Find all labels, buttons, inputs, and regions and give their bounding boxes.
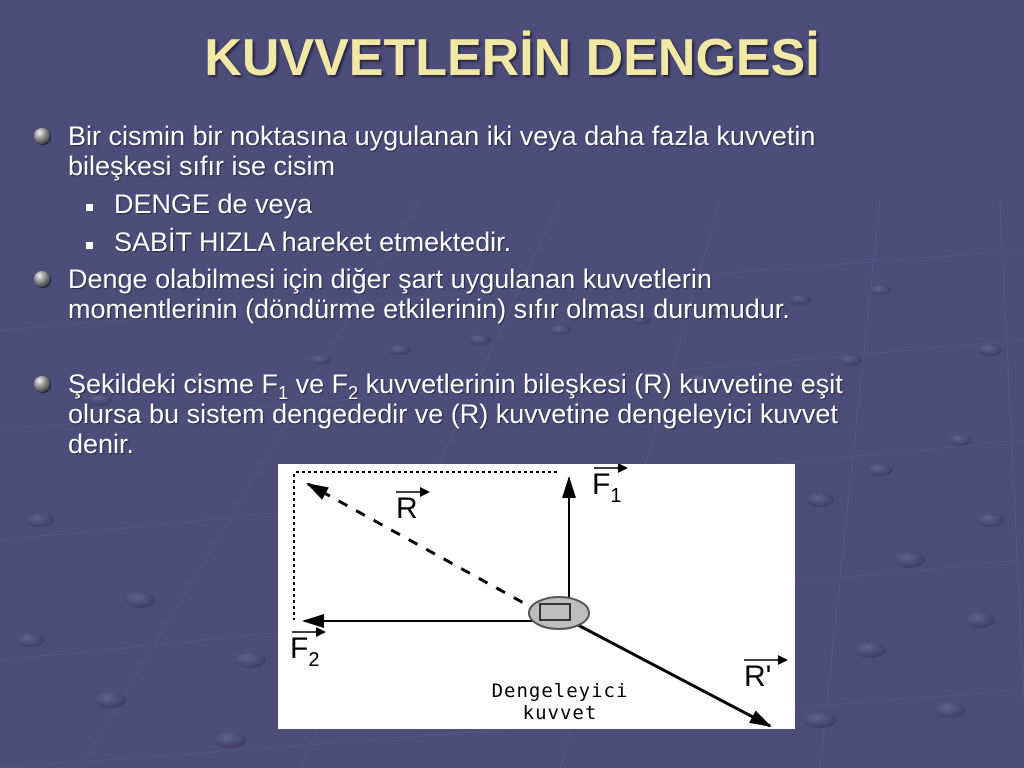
bullet-2-line-1: Denge olabilmesi için diğer şart uygulanan kuvvetlerin	[68, 264, 712, 294]
slide-title: KUVVETLERİN DENGESİ	[204, 29, 820, 87]
f1-label	[592, 468, 622, 507]
equilibrant-caption	[460, 680, 660, 724]
f2-letter: F	[290, 632, 309, 665]
bullet-3-sub-2: 2	[348, 383, 359, 403]
bullet-text-3	[68, 369, 843, 459]
bullet-3-part-3: kuvvetlerinin bileşkesi (R) kuvvetine eşit	[358, 369, 843, 399]
bullet-3-line-3: denir.	[68, 429, 135, 459]
r-prime-label: R'	[744, 660, 772, 693]
bullet-text-1	[68, 121, 815, 181]
caption-line-2: kuvvet	[522, 702, 598, 724]
square-bullet-icon	[86, 242, 93, 249]
force-diagram	[278, 464, 795, 729]
bullet-2-line-2: momentlerinin (döndürme etkilerinin) sıfır olması durumudur.	[68, 294, 790, 324]
r-label: R	[396, 492, 418, 525]
bullet-text-2	[68, 264, 790, 324]
f1-subscript: 1	[610, 485, 622, 507]
f2-subscript: 2	[308, 649, 320, 671]
r-vector	[308, 484, 540, 612]
square-bullet-icon	[86, 204, 93, 211]
caption-line-1: Dengeleyici	[491, 680, 629, 702]
bullet-1-line-2: bileşkesi sıfır ise cisim	[68, 151, 336, 181]
bullet-1-line-1: Bir cismin bir noktasına uygulanan iki veya daha fazla kuvvetin	[68, 121, 816, 151]
bullet-3-part-2: ve F	[288, 369, 349, 399]
f2-label	[290, 632, 320, 671]
bullet-3-line-2: olursa bu sistem dengededir ve (R) kuvvetine dengeleyici kuvvet	[68, 399, 838, 429]
bullet-3-line-1	[68, 369, 843, 403]
body-object	[529, 597, 589, 629]
sub-bullet-1: DENGE de veya	[114, 189, 313, 219]
bullet-3-sub-1: 1	[278, 383, 289, 403]
f1-letter: F	[592, 468, 611, 501]
bullet-3-part-1: Şekildeki cisme F	[68, 369, 279, 399]
bullet-icon	[34, 128, 50, 144]
sub-bullet-2: SABİT HIZLA hareket etmektedir.	[114, 227, 512, 257]
bullet-icon	[34, 376, 50, 392]
bullet-icon	[34, 271, 50, 287]
